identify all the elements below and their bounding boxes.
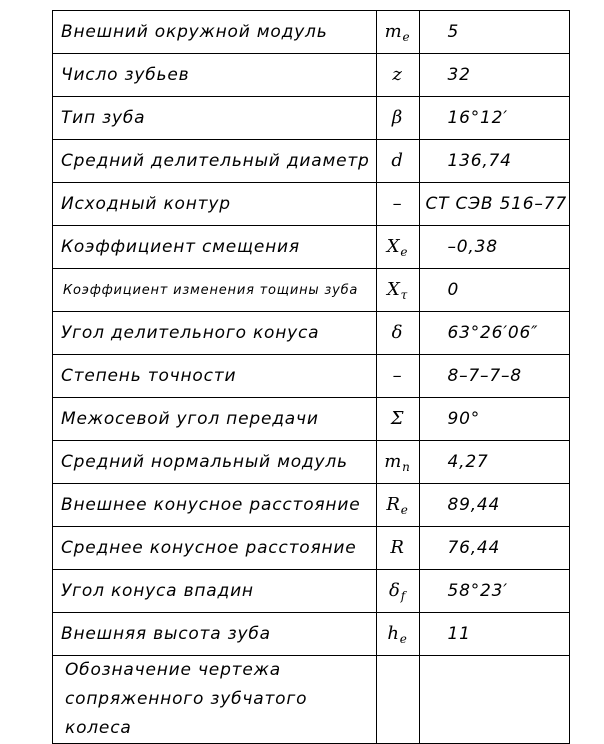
table-row — [53, 11, 569, 54]
parameters-grid — [53, 11, 569, 743]
symbol-subscript: e — [402, 29, 411, 44]
param-name: Число зубьев — [53, 54, 376, 97]
param-name: Угол делительного конуса — [53, 312, 376, 355]
param-name: Угол конуса впадин — [53, 570, 376, 613]
param-symbol — [376, 398, 419, 441]
symbol-main: m — [384, 450, 403, 472]
param-name: Средний нормальный модуль — [53, 441, 376, 484]
param-name: Коэффициент изменения тощины зуба — [53, 269, 376, 312]
param-name: Межосевой угол передачи — [53, 398, 376, 441]
symbol-subscript: e — [400, 502, 409, 517]
symbol-subscript: n — [402, 459, 411, 474]
param-symbol — [376, 54, 419, 97]
param-symbol — [376, 527, 419, 570]
param-value: 11 — [419, 613, 569, 656]
symbol-main: δ — [391, 321, 404, 343]
param-name: Средний делительный диаметр — [53, 140, 376, 183]
param-value: 90° — [419, 398, 569, 441]
symbol-main: z — [392, 63, 403, 85]
param-symbol — [376, 97, 419, 140]
param-symbol — [376, 355, 419, 398]
param-name: Внешняя высота зуба — [53, 613, 376, 656]
symbol-main: δ — [389, 579, 401, 601]
symbol-subscript: f — [400, 588, 406, 603]
symbol-main: m — [384, 20, 403, 42]
param-value: СТ СЭВ 516–77 — [419, 183, 569, 226]
param-name: Исходный контур — [53, 183, 376, 226]
param-symbol — [376, 613, 419, 656]
table-row — [53, 613, 569, 656]
param-value: 4,27 — [419, 441, 569, 484]
table-row — [53, 97, 569, 140]
symbol-main: – — [392, 364, 403, 386]
param-value: 16°12′ — [419, 97, 569, 140]
table-row — [53, 398, 569, 441]
symbol-main: Σ — [390, 407, 405, 429]
param-value: 76,44 — [419, 527, 569, 570]
symbol-subscript: e — [399, 631, 408, 646]
param-symbol — [376, 441, 419, 484]
param-symbol — [376, 656, 419, 744]
param-name: Тип зуба — [53, 97, 376, 140]
param-name: Внешний окружной модуль — [53, 11, 376, 54]
table-row — [53, 441, 569, 484]
param-symbol — [376, 226, 419, 269]
param-value — [419, 656, 569, 744]
param-symbol — [376, 269, 419, 312]
table-row — [53, 312, 569, 355]
param-symbol — [376, 183, 419, 226]
param-symbol — [376, 570, 419, 613]
symbol-subscript: τ — [400, 287, 409, 302]
table-row — [53, 226, 569, 269]
param-value: 0 — [419, 269, 569, 312]
symbol-main: R — [390, 536, 405, 558]
symbol-main: X — [386, 278, 401, 300]
param-value: 63°26′06″ — [419, 312, 569, 355]
param-symbol — [376, 484, 419, 527]
table-row — [53, 484, 569, 527]
table-row — [53, 183, 569, 226]
table-row — [53, 355, 569, 398]
param-symbol — [376, 312, 419, 355]
table-row — [53, 54, 569, 97]
table-row — [53, 140, 569, 183]
param-symbol — [376, 140, 419, 183]
symbol-main: – — [392, 192, 403, 214]
table-row-footer — [53, 656, 569, 744]
symbol-main: R — [386, 493, 401, 515]
table-row — [53, 527, 569, 570]
param-value: –0,38 — [419, 226, 569, 269]
symbol-main: X — [386, 235, 401, 257]
param-name: Степень точности — [53, 355, 376, 398]
param-name: Среднее конусное расстояние — [53, 527, 376, 570]
table-row — [53, 269, 569, 312]
symbol-main: β — [391, 106, 404, 128]
table-row — [53, 570, 569, 613]
param-symbol — [376, 11, 419, 54]
symbol-subscript: e — [400, 244, 409, 259]
param-name: Внешнее конусное расстояние — [53, 484, 376, 527]
param-name: Коэффициент смещения — [53, 226, 376, 269]
param-value: 89,44 — [419, 484, 569, 527]
mating-gear-drawing-label: Обозначение чертежа сопряженного зубчатого колеса — [53, 656, 376, 744]
symbol-main: d — [391, 149, 404, 171]
gear-parameters-table — [52, 10, 570, 744]
param-value: 136,74 — [419, 140, 569, 183]
param-value: 58°23′ — [419, 570, 569, 613]
param-value: 8–7–7–8 — [419, 355, 569, 398]
symbol-main: h — [387, 622, 400, 644]
param-value: 32 — [419, 54, 569, 97]
param-value: 5 — [419, 11, 569, 54]
